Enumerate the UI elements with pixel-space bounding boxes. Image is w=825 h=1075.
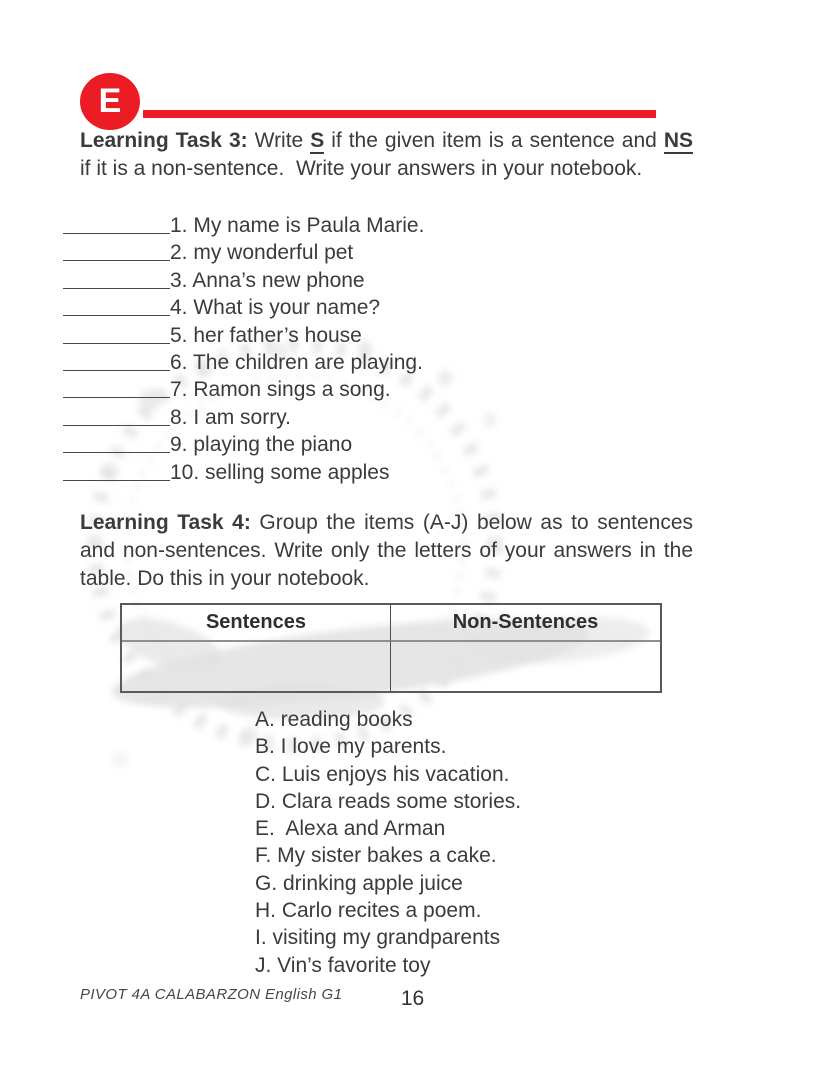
task3-item-text: 9. playing the piano [170,433,353,457]
task3-item-row [63,459,424,486]
task4-option: J. Vin’s favorite toy [255,953,431,977]
task4-text: Group the items (A-J) below as to sentences and non-sentences. Write only the letters of your answers in the table. Do this in your notebook. [80,511,694,590]
task3-text-pre: Write [247,129,311,152]
task4-option: C. Luis enjoys his vacation. [255,762,510,786]
task4-option: G. drinking apple juice [255,871,463,895]
task3-item-text: 10. selling some apples [170,460,390,484]
answer-blank [63,452,170,453]
task3-item-text: 2. my wonderful pet [170,241,354,265]
answer-blank [63,315,170,316]
task3-text-mid: if the given item is a sentence and [324,129,664,152]
footer-book-title: PIVOT 4A CALABARZON English G1 [80,986,343,1003]
task3-item-text: 3. Anna’s new phone [170,268,365,292]
answer-blank [63,480,170,481]
table-cell-sentences [122,642,391,691]
task3-instructions [80,127,693,183]
task4-option: E. Alexa and Arman [255,817,446,841]
answer-blank [63,370,170,371]
task3-item-row [63,431,424,458]
answer-blank [63,260,170,261]
task3-item-row [63,212,424,239]
answer-blank [63,343,170,344]
task4-option: D. Clara reads some stories. [255,789,522,813]
task4-option: I. visiting my grandparents [255,926,501,950]
task3-key-ns: NS [663,129,693,152]
task3-item-text: 7. Ramon sings a song. [170,378,391,402]
task3-item-row [63,349,424,376]
task3-item-text: 5. her father’s house [170,323,362,347]
task4-option-list [255,706,521,979]
task3-text-post: if it is a non-sentence. Write your answers in your notebook. [80,157,643,180]
task3-item-row [63,322,424,349]
task4-option: F. My sister bakes a cake. [255,844,497,868]
task4-option: H. Carlo recites a poem. [255,899,482,923]
task3-item-list [63,212,424,486]
table-header-sentences: Sentences [122,605,391,642]
task3-item-row [63,376,424,403]
answer-blank [63,425,170,426]
answer-blank [63,233,170,234]
task3-key-s: S [310,129,325,152]
task3-item-row [63,404,424,431]
answer-blank [63,397,170,398]
section-divider-line [143,110,656,118]
answer-blank [63,288,170,289]
answers-table [120,603,662,693]
task4-option: A. reading books [255,708,413,731]
table-header-non-sentences: Non-Sentences [391,605,660,642]
page-number: 16 [400,987,425,1010]
task3-label: Learning Task 3: [80,129,248,152]
task3-item-text: 6. The children are playing. [170,351,423,375]
task3-item-text: 4. What is your name? [170,296,381,320]
task4-instructions [80,509,693,593]
task3-item-row [63,294,424,321]
task4-option: B. I love my parents. [255,735,447,759]
section-badge [80,73,140,130]
task3-item-text: 1. My name is Paula Marie. [170,214,425,237]
task3-item-row [63,239,424,266]
task3-item-text: 8. I am sorry. [170,405,291,429]
table-cell-non-sentences [391,642,660,691]
task4-label: Learning Task 4: [80,511,251,534]
task3-item-row [63,267,424,294]
section-badge-letter: E [98,82,122,120]
